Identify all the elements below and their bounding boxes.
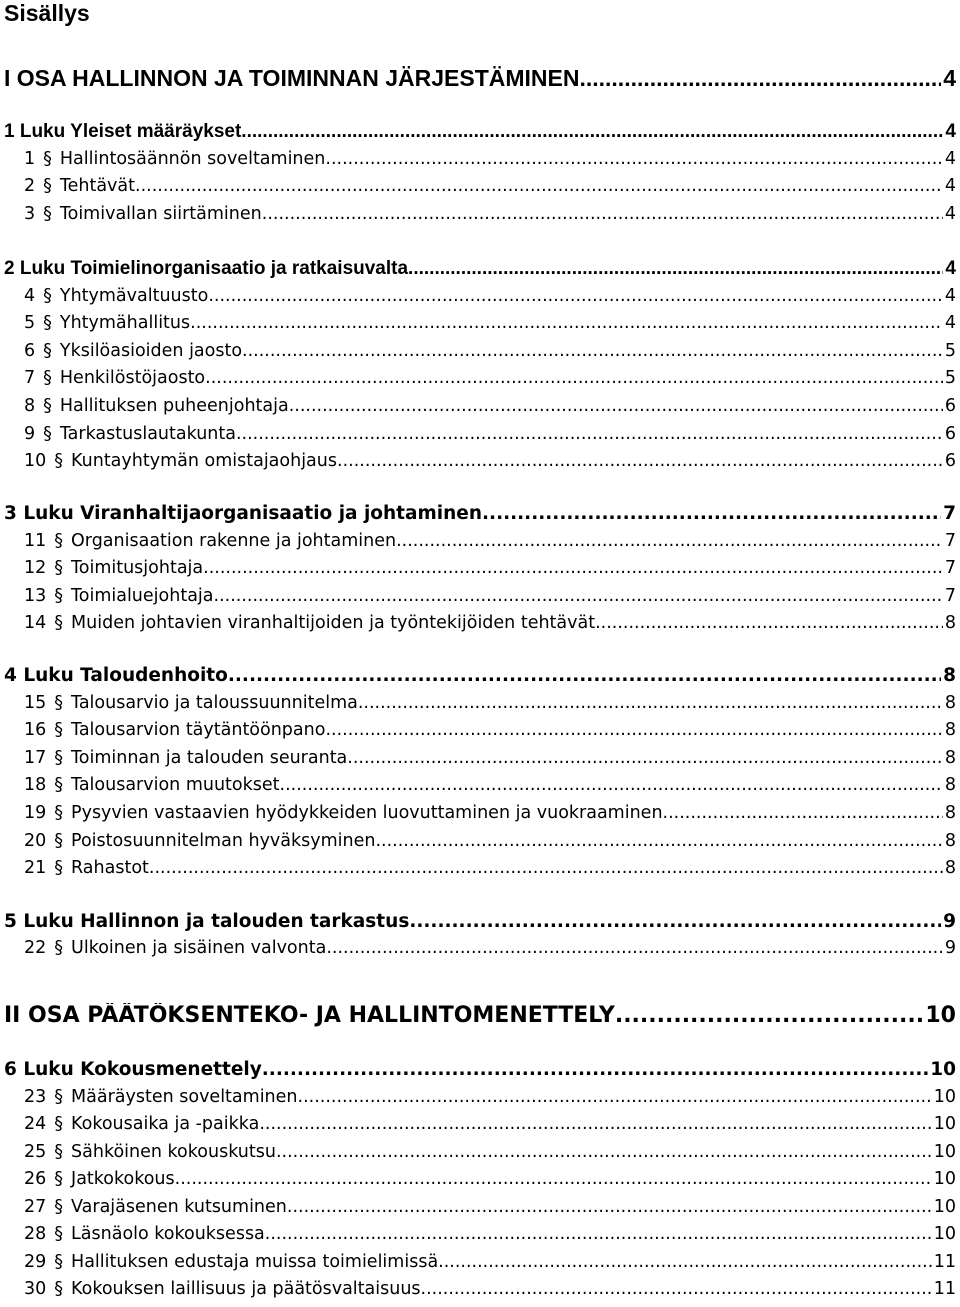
toc-page-number: 8 [944,803,956,823]
toc-page-number: 7 [944,586,956,606]
toc-chapter-2[interactable] [4,258,956,280]
toc-page-number: 8 [944,613,956,633]
section-symbol-icon: § [43,424,52,444]
section-title: Toimialuejohtaja [71,586,214,606]
section-symbol-icon: § [54,1114,64,1134]
toc-chapter-3[interactable] [4,503,956,524]
section-number: 1 [24,149,36,169]
section-number: 8 [24,396,36,416]
toc-page-number: 5 [944,341,956,361]
section-number: 29 [24,1252,47,1272]
toc-entry[interactable] [24,451,956,471]
toc-page-number: 9 [943,911,956,932]
toc-entry[interactable] [24,720,956,740]
section-symbol-icon: § [54,720,64,740]
toc-entry[interactable] [24,204,956,224]
section-title: Toimitusjohtaja [71,558,204,578]
section-symbol-icon: § [43,341,52,361]
toc-page-number: 4 [944,313,956,333]
toc-entry[interactable] [24,693,956,713]
section-title: Toimivallan siirtäminen [59,204,262,224]
section-symbol-icon: § [43,368,52,388]
leader-dots [287,1197,932,1217]
toc-page-number: 10 [925,1003,956,1028]
toc-entry[interactable] [24,858,956,878]
toc-page-number: 10 [933,1224,956,1244]
section-number: 19 [24,803,47,823]
section-number: 28 [24,1224,47,1244]
leader-dots [663,803,943,823]
section-number: 2 [24,176,36,196]
leader-dots [149,858,943,878]
toc-entry[interactable] [24,1279,956,1299]
section-symbol-icon: § [54,775,64,795]
section-number: 30 [24,1279,47,1299]
section-number: 5 [24,313,36,333]
section-number: 25 [24,1142,47,1162]
section-number: 21 [24,858,47,878]
toc-entry[interactable] [24,803,956,823]
toc-entry[interactable] [24,149,956,169]
toc-entry[interactable] [24,368,956,388]
toc-page-number: 6 [944,451,956,471]
section-title: Kokouksen laillisuus ja päätösvaltaisuus [71,1279,421,1299]
section-number: 26 [24,1169,47,1189]
leader-dots [205,368,943,388]
toc-entry[interactable] [24,1224,956,1244]
toc-part-1[interactable] [4,65,956,92]
section-symbol-icon: § [43,313,52,333]
section-title: Yhtymävaltuusto [59,286,209,306]
section-number: 23 [24,1087,47,1107]
toc-page-number: 8 [944,748,956,768]
toc-entry[interactable] [24,1114,956,1134]
section-title: Tehtävät [59,176,135,196]
toc-entry[interactable] [24,1169,956,1189]
section-title: Talousarvio ja taloussuunnitelma [71,693,358,713]
section-number: 14 [24,613,47,633]
section-title: Rahastot [71,858,149,878]
toc-page-number: 8 [944,831,956,851]
leader-dots [298,1087,932,1107]
section-title: Läsnäolo kokouksessa [71,1224,265,1244]
toc-page-number: 4 [944,286,956,306]
toc-page-number: 7 [944,531,956,551]
section-symbol-icon: § [54,1279,64,1299]
toc-chapter-title: 3 Luku Viranhaltijaorganisaatio ja johtaminen [4,503,483,524]
leader-dots [579,65,941,92]
toc-page-number: 8 [943,665,956,686]
toc-part-title: II OSA PÄÄTÖKSENTEKO- JA HALLINTOMENETTELY [4,1003,615,1028]
toc-page-number: 11 [933,1252,956,1272]
toc-page-number: 8 [944,693,956,713]
toc-entry[interactable] [24,1142,956,1162]
section-symbol-icon: § [54,1142,64,1162]
section-symbol-icon: § [54,451,64,471]
section-symbol-icon: § [43,286,52,306]
section-title: Yksilöasioiden jaosto [59,341,243,361]
toc-page-number: 7 [944,558,956,578]
section-number: 18 [24,775,47,795]
leader-dots [203,558,943,578]
section-symbol-icon: § [54,531,64,551]
section-number: 15 [24,693,47,713]
section-number: 9 [24,424,36,444]
section-number: 3 [24,204,36,224]
section-symbol-icon: § [54,831,64,851]
section-symbol-icon: § [54,803,64,823]
leader-dots [408,258,943,280]
toc-entry[interactable] [24,396,956,416]
toc-page-number: 4 [944,176,956,196]
toc-entry[interactable] [24,1252,956,1272]
toc-page-number: 10 [933,1142,956,1162]
toc-page-number: 10 [933,1169,956,1189]
section-symbol-icon: § [43,204,52,224]
toc-chapter-4[interactable] [4,665,956,686]
section-symbol-icon: § [54,1197,64,1217]
toc-part-2[interactable] [4,1003,956,1028]
toc-entry[interactable] [24,176,956,196]
section-number: 7 [24,368,36,388]
toc-entry[interactable] [24,775,956,795]
toc-entry[interactable] [24,1197,956,1217]
toc-page-number: 7 [943,503,956,524]
toc-page-number: 4 [945,258,956,279]
section-symbol-icon: § [54,558,64,578]
toc-page-number: 8 [944,775,956,795]
section-symbol-icon: § [54,938,64,958]
section-title: Kuntayhtymän omistajaohjaus [71,451,337,471]
section-symbol-icon: § [43,396,52,416]
toc-page-number: 10 [933,1114,956,1134]
section-number: 11 [24,531,47,551]
toc-page-number: 8 [944,858,956,878]
section-title: Yhtymähallitus [59,313,191,333]
section-title: Hallituksen puheenjohtaja [59,396,289,416]
section-title: Henkilöstöjaosto [59,368,206,388]
toc-entry[interactable] [24,586,956,606]
section-title: Varajäsenen kutsuminen [71,1197,287,1217]
leader-dots [228,665,941,686]
toc-page-number: 8 [944,720,956,740]
leader-dots [241,121,943,143]
section-title: Hallituksen edustaja muissa toimielimissä [71,1252,439,1272]
leader-dots [482,503,941,524]
leader-dots [396,531,943,551]
section-number: 13 [24,586,47,606]
section-title: Organisaation rakenne ja johtaminen [71,531,397,551]
leader-dots [375,831,942,851]
toc-page-number: 4 [943,65,956,91]
section-title: Toiminnan ja talouden seuranta [71,748,348,768]
section-symbol-icon: § [54,1169,64,1189]
section-title: Talousarvion muutokset [71,775,280,795]
toc-chapter-title: 1 Luku Yleiset määräykset [4,121,242,142]
leader-dots [208,286,943,306]
toc-page-number: 11 [933,1279,956,1299]
leader-dots [236,424,943,444]
section-number: 12 [24,558,47,578]
toc-page-number: 9 [944,938,956,958]
section-title: Määräysten soveltaminen [71,1087,298,1107]
toc-page-number: 6 [944,424,956,444]
toc-entry[interactable] [24,748,956,768]
section-number: 16 [24,720,47,740]
toc-chapter-title: 4 Luku Taloudenhoito [4,665,228,686]
leader-dots [262,1059,928,1080]
toc-page-number: 10 [930,1059,956,1080]
leader-dots [421,1279,932,1299]
section-symbol-icon: § [54,858,64,878]
leader-dots [135,176,943,196]
leader-dots [276,1142,932,1162]
toc-entry[interactable] [24,938,956,958]
toc-entry[interactable] [24,424,956,444]
section-number: 24 [24,1114,47,1134]
toc-chapter-1[interactable] [4,121,956,143]
section-number: 6 [24,341,36,361]
leader-dots [358,693,943,713]
section-symbol-icon: § [43,176,52,196]
toc-page-number: 4 [944,149,956,169]
leader-dots [409,911,941,932]
section-title: Tarkastuslautakunta [59,424,236,444]
toc-page-number: 10 [933,1087,956,1107]
toc-page-number: 10 [933,1197,956,1217]
section-title: Muiden johtavien viranhaltijoiden ja työntekijöiden tehtävät [71,613,596,633]
leader-dots [289,396,943,416]
toc-entry[interactable] [24,613,956,633]
section-number: 17 [24,748,47,768]
leader-dots [325,149,942,169]
leader-dots [242,341,943,361]
leader-dots [595,613,943,633]
leader-dots [175,1169,932,1189]
leader-dots [190,313,943,333]
page-title: Sisällys [4,0,90,26]
toc-entry[interactable] [24,313,956,333]
toc-entry[interactable] [24,341,956,361]
leader-dots [615,1003,924,1028]
leader-dots [262,204,943,224]
section-symbol-icon: § [43,149,52,169]
toc-entry[interactable] [24,1087,956,1107]
toc-part-title: I OSA HALLINNON JA TOIMINNAN JÄRJESTÄMINEN [4,65,580,91]
toc-chapter-5[interactable] [4,911,956,932]
section-number: 27 [24,1197,47,1217]
leader-dots [337,451,943,471]
toc-page-number: 4 [944,204,956,224]
toc-chapter-title: 2 Luku Toimielinorganisaatio ja ratkaisuvalta [4,258,409,279]
section-symbol-icon: § [54,613,64,633]
leader-dots [325,720,942,740]
section-symbol-icon: § [54,586,64,606]
section-title: Talousarvion täytäntöönpano [71,720,326,740]
leader-dots [280,775,943,795]
toc-page-number: 6 [944,396,956,416]
toc-page-number: 5 [944,368,956,388]
toc-chapter-title: 5 Luku Hallinnon ja talouden tarkastus [4,911,410,932]
section-number: 10 [24,451,47,471]
leader-dots [265,1224,932,1244]
toc-entry[interactable] [24,531,956,551]
leader-dots [259,1114,931,1134]
leader-dots [214,586,943,606]
section-title: Ulkoinen ja sisäinen valvonta [71,938,327,958]
toc-chapter-6[interactable] [4,1059,956,1080]
section-symbol-icon: § [54,748,64,768]
section-symbol-icon: § [54,693,64,713]
toc-chapter-title: 6 Luku Kokousmenettely [4,1059,262,1080]
section-number: 4 [24,286,36,306]
section-title: Kokousaika ja -paikka [71,1114,260,1134]
leader-dots [347,748,943,768]
section-symbol-icon: § [54,1224,64,1244]
toc-entry[interactable] [24,286,956,306]
toc-entry[interactable] [24,558,956,578]
section-number: 22 [24,938,47,958]
toc-page-number: 4 [945,121,956,142]
leader-dots [438,1252,932,1272]
section-symbol-icon: § [54,1087,64,1107]
section-title: Pysyvien vastaavien hyödykkeiden luovuttaminen ja vuokraaminen [71,803,663,823]
section-title: Hallintosäännön soveltaminen [59,149,326,169]
section-title: Jatkokokous [71,1169,175,1189]
leader-dots [326,938,943,958]
toc-entry[interactable] [24,831,956,851]
section-number: 20 [24,831,47,851]
section-title: Sähköinen kokouskutsu [71,1142,276,1162]
section-symbol-icon: § [54,1252,64,1272]
section-title: Poistosuunnitelman hyväksyminen [71,831,376,851]
